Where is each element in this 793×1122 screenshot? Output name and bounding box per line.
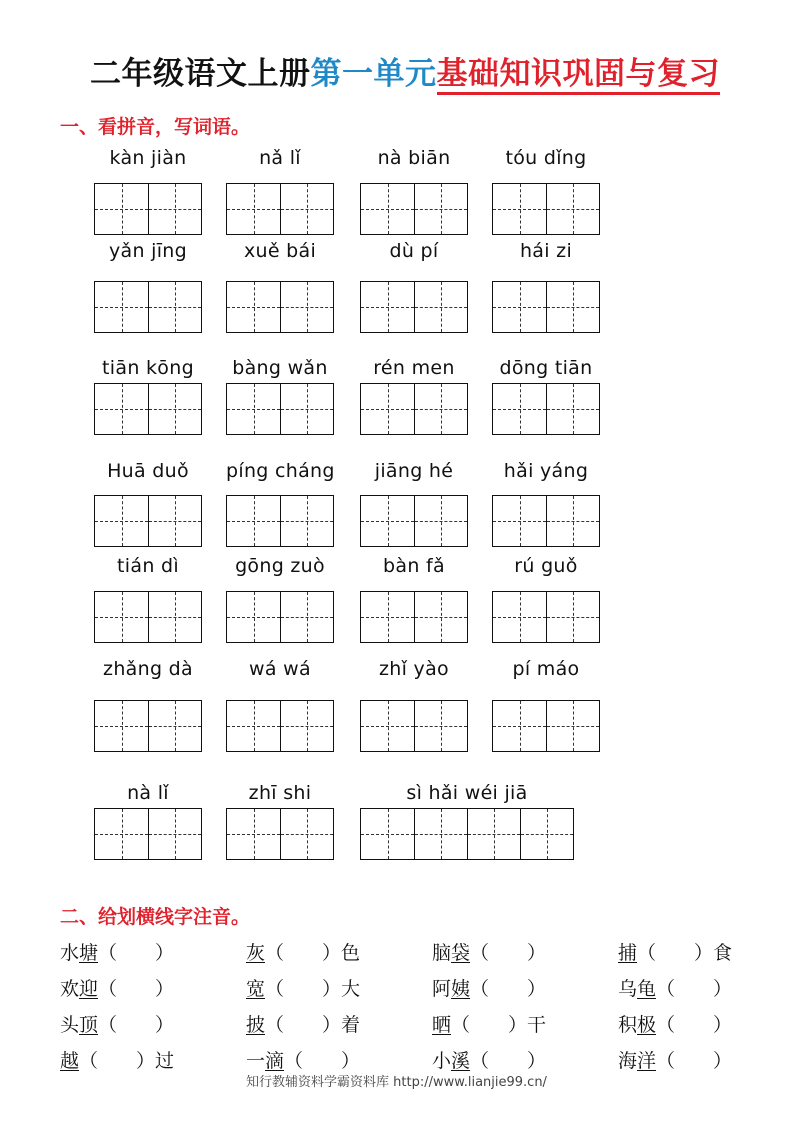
underlined-char: 龟 — [637, 978, 657, 1000]
underlined-char: 滴 — [265, 1050, 285, 1072]
tian-zi-cell[interactable] — [414, 282, 467, 332]
writing-grid[interactable] — [94, 281, 202, 333]
pinyin-label: xuě bái — [243, 240, 317, 262]
answer-blank[interactable]: （ ） — [656, 1014, 733, 1036]
word-suffix: 色 — [341, 942, 361, 964]
footer-watermark: 知行教辅资料学霸资料库 http://www.lianjie99.cn/ — [246, 1075, 547, 1090]
writing-grid[interactable] — [94, 591, 202, 643]
tian-zi-cell[interactable] — [493, 384, 546, 434]
pinyin-label: sì hǎi wéi jiā — [406, 782, 528, 804]
tian-zi-cell[interactable] — [280, 184, 333, 234]
pinyin-label: tián dì — [117, 555, 179, 577]
tian-zi-cell[interactable] — [361, 282, 414, 332]
tian-zi-cell[interactable] — [95, 282, 148, 332]
tian-zi-cell[interactable] — [280, 384, 333, 434]
phonetic-item — [60, 974, 174, 1001]
writing-grid[interactable] — [226, 383, 334, 435]
phonetic-item — [432, 938, 546, 965]
pinyin-label: zhǎng dà — [103, 658, 193, 680]
title-grade: 二年级语文上册 — [90, 56, 311, 92]
tian-zi-cell[interactable] — [546, 282, 599, 332]
phonetic-item — [432, 974, 546, 1001]
pinyin-label: zhī shi — [248, 782, 312, 804]
tian-zi-cell[interactable] — [361, 809, 414, 859]
writing-grid[interactable] — [492, 591, 600, 643]
tian-zi-cell[interactable] — [414, 496, 467, 546]
tian-zi-cell[interactable] — [95, 496, 148, 546]
writing-grid[interactable] — [360, 281, 468, 333]
writing-grid[interactable] — [492, 495, 600, 547]
tian-zi-cell[interactable] — [148, 701, 201, 751]
tian-zi-cell[interactable] — [361, 384, 414, 434]
writing-grid[interactable] — [226, 183, 334, 235]
tian-zi-cell[interactable] — [280, 809, 333, 859]
pinyin-label: nǎ lǐ — [259, 147, 301, 169]
tian-zi-cell[interactable] — [95, 592, 148, 642]
word-prefix: 欢 — [60, 978, 80, 1000]
underlined-char: 越 — [60, 1050, 80, 1072]
word-prefix: 头 — [60, 1014, 80, 1036]
answer-blank[interactable]: （ ） — [265, 978, 342, 1000]
pinyin-label: dōng tiān — [499, 357, 593, 379]
word-prefix: 海 — [618, 1050, 638, 1072]
phonetic-item — [618, 974, 732, 1001]
phonetic-item — [246, 938, 360, 965]
pinyin-label: hǎi yáng — [503, 460, 589, 482]
tian-zi-cell[interactable] — [227, 809, 280, 859]
underlined-char: 姨 — [451, 978, 471, 1000]
tian-zi-cell[interactable] — [414, 701, 467, 751]
pinyin-label: zhǐ yào — [379, 658, 449, 680]
tian-zi-cell[interactable] — [227, 384, 280, 434]
writing-grid[interactable] — [226, 591, 334, 643]
tian-zi-cell[interactable] — [493, 184, 546, 234]
tian-zi-cell[interactable] — [227, 282, 280, 332]
pinyin-label: nà biān — [377, 147, 451, 169]
answer-blank[interactable]: （ ） — [470, 942, 547, 964]
writing-grid[interactable] — [226, 700, 334, 752]
pinyin-label: rú guǒ — [514, 555, 578, 577]
writing-grid[interactable] — [226, 808, 334, 860]
pinyin-label: píng cháng — [226, 460, 335, 482]
writing-grid[interactable] — [360, 495, 468, 547]
pinyin-label: jiāng hé — [374, 460, 454, 482]
pinyin-label: kàn jiàn — [109, 147, 187, 169]
writing-grid[interactable] — [360, 183, 468, 235]
tian-zi-cell[interactable] — [493, 496, 546, 546]
word-suffix: 着 — [341, 1014, 361, 1036]
underlined-char: 袋 — [451, 942, 471, 964]
tian-zi-cell[interactable] — [148, 184, 201, 234]
writing-grid[interactable] — [94, 183, 202, 235]
tian-zi-cell[interactable] — [414, 184, 467, 234]
phonetic-item — [432, 1010, 546, 1037]
answer-blank[interactable]: （ ） — [637, 942, 714, 964]
tian-zi-cell[interactable] — [148, 384, 201, 434]
section1-heading: 一、看拼音，写词语。 — [60, 116, 251, 138]
writing-grid[interactable] — [226, 281, 334, 333]
tian-zi-cell[interactable] — [361, 592, 414, 642]
tian-zi-cell[interactable] — [148, 592, 201, 642]
answer-blank[interactable]: （ ） — [265, 942, 342, 964]
pinyin-label: tiān kōng — [102, 357, 194, 379]
pinyin-label: rén men — [373, 357, 455, 379]
word-suffix: 过 — [155, 1050, 175, 1072]
underlined-char: 迎 — [79, 978, 99, 1000]
pinyin-label: nà lǐ — [127, 782, 169, 804]
writing-grid[interactable] — [94, 700, 202, 752]
tian-zi-cell[interactable] — [148, 809, 201, 859]
phonetic-item — [618, 1010, 732, 1037]
phonetic-item — [246, 1046, 360, 1073]
tian-zi-cell[interactable] — [493, 701, 546, 751]
answer-blank[interactable]: （ ） — [470, 1050, 547, 1072]
tian-zi-cell[interactable] — [414, 809, 467, 859]
underlined-char: 极 — [637, 1014, 657, 1036]
section2-heading: 二、给划横线字注音。 — [60, 906, 251, 928]
tian-zi-cell[interactable] — [95, 384, 148, 434]
tian-zi-cell[interactable] — [467, 809, 520, 859]
word-suffix: 干 — [527, 1014, 547, 1036]
underlined-char: 溪 — [451, 1050, 471, 1072]
tian-zi-cell[interactable] — [280, 701, 333, 751]
writing-grid[interactable] — [360, 808, 574, 860]
answer-blank[interactable]: （ ） — [451, 1014, 528, 1036]
answer-blank[interactable]: （ ） — [656, 1050, 733, 1072]
phonetic-item — [432, 1046, 546, 1073]
writing-grid[interactable] — [94, 808, 202, 860]
answer-blank[interactable]: （ ） — [98, 978, 175, 1000]
answer-blank[interactable]: （ ） — [265, 1014, 342, 1036]
tian-zi-cell[interactable] — [148, 282, 201, 332]
word-prefix: 阿 — [432, 978, 452, 1000]
underlined-char: 晒 — [432, 1014, 452, 1036]
word-prefix: 脑 — [432, 942, 452, 964]
answer-blank[interactable]: （ ） — [470, 978, 547, 1000]
writing-grid[interactable] — [492, 281, 600, 333]
tian-zi-cell[interactable] — [148, 496, 201, 546]
tian-zi-cell[interactable] — [414, 592, 467, 642]
pinyin-label: dù pí — [389, 240, 439, 262]
writing-grid[interactable] — [492, 183, 600, 235]
phonetic-item — [60, 1046, 174, 1073]
phonetic-item — [60, 1010, 174, 1037]
tian-zi-cell[interactable] — [493, 592, 546, 642]
writing-grid[interactable] — [492, 700, 600, 752]
writing-grid[interactable] — [94, 495, 202, 547]
tian-zi-cell[interactable] — [414, 384, 467, 434]
answer-blank[interactable]: （ ） — [98, 942, 175, 964]
tian-zi-cell[interactable] — [546, 701, 599, 751]
tian-zi-cell[interactable] — [95, 809, 148, 859]
tian-zi-cell[interactable] — [546, 384, 599, 434]
pinyin-label: pí máo — [512, 658, 580, 680]
phonetic-item — [618, 1046, 732, 1073]
pinyin-label: Huā duǒ — [107, 460, 189, 482]
word-prefix: 乌 — [618, 978, 638, 1000]
underlined-char: 披 — [246, 1014, 266, 1036]
title-unit: 第一单元 — [310, 56, 437, 92]
tian-zi-cell[interactable] — [520, 809, 573, 859]
tian-zi-cell[interactable] — [280, 282, 333, 332]
underlined-char: 顶 — [79, 1014, 99, 1036]
tian-zi-cell[interactable] — [227, 184, 280, 234]
pinyin-label: gōng zuò — [235, 555, 325, 577]
tian-zi-cell[interactable] — [227, 592, 280, 642]
title-topic: 基础知识巩固与复习 — [437, 56, 721, 95]
tian-zi-cell[interactable] — [227, 701, 280, 751]
underlined-char: 洋 — [637, 1050, 657, 1072]
underlined-char: 塘 — [79, 942, 99, 964]
underlined-char: 捕 — [618, 942, 638, 964]
tian-zi-cell[interactable] — [95, 184, 148, 234]
tian-zi-cell[interactable] — [546, 592, 599, 642]
pinyin-label: yǎn jīng — [108, 240, 188, 262]
pinyin-label: bàn fǎ — [383, 555, 445, 577]
tian-zi-cell[interactable] — [361, 184, 414, 234]
tian-zi-cell[interactable] — [280, 592, 333, 642]
writing-grid[interactable] — [492, 383, 600, 435]
underlined-char: 宽 — [246, 978, 266, 1000]
phonetic-item — [246, 974, 360, 1001]
writing-grid[interactable] — [226, 495, 334, 547]
page-title — [90, 48, 750, 92]
pinyin-label: tóu dǐng — [505, 147, 587, 169]
answer-blank[interactable]: （ ） — [98, 1014, 175, 1036]
writing-grid[interactable] — [94, 383, 202, 435]
word-prefix: 水 — [60, 942, 80, 964]
word-prefix: 一 — [246, 1050, 266, 1072]
word-prefix: 积 — [618, 1014, 638, 1036]
answer-blank[interactable]: （ ） — [284, 1050, 361, 1072]
answer-blank[interactable]: （ ） — [79, 1050, 156, 1072]
phonetic-item — [618, 938, 732, 965]
pinyin-label: wá wá — [249, 658, 311, 680]
writing-grid[interactable] — [360, 591, 468, 643]
tian-zi-cell[interactable] — [361, 496, 414, 546]
phonetic-item — [60, 938, 174, 965]
answer-blank[interactable]: （ ） — [656, 978, 733, 1000]
tian-zi-cell[interactable] — [280, 496, 333, 546]
pinyin-label: hái zi — [519, 240, 573, 262]
tian-zi-cell[interactable] — [546, 496, 599, 546]
word-prefix: 小 — [432, 1050, 452, 1072]
word-suffix: 食 — [713, 942, 733, 964]
pinyin-label: bàng wǎn — [232, 357, 328, 379]
tian-zi-cell[interactable] — [546, 184, 599, 234]
tian-zi-cell[interactable] — [95, 701, 148, 751]
word-suffix: 大 — [341, 978, 361, 1000]
tian-zi-cell[interactable] — [361, 701, 414, 751]
underlined-char: 灰 — [246, 942, 266, 964]
tian-zi-cell[interactable] — [493, 282, 546, 332]
writing-grid[interactable] — [360, 700, 468, 752]
tian-zi-cell[interactable] — [227, 496, 280, 546]
writing-grid[interactable] — [360, 383, 468, 435]
phonetic-item — [246, 1010, 360, 1037]
